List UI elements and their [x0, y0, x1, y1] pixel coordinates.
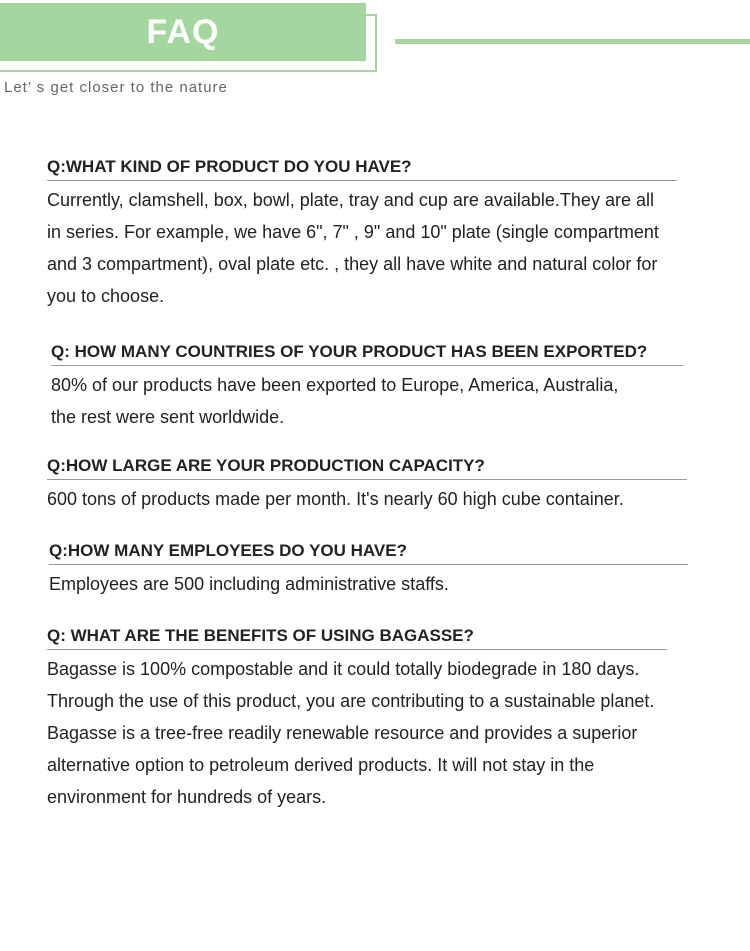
- faq-question: Q: HOW MANY COUNTRIES OF YOUR PRODUCT HAS BEEN EXPORTED?: [51, 342, 683, 366]
- faq-answer: [51, 369, 683, 433]
- answer-line: 80% of our products have been exported to Europe, America, Australia,: [51, 375, 619, 395]
- answer-line: Bagasse is 100% compostable and it could totally biodegrade in 180 days.: [47, 659, 640, 679]
- faq-item: [47, 456, 687, 515]
- answer-line: 600 tons of products made per month. It's nearly 60 high cube container.: [47, 489, 624, 509]
- faq-title-banner: [0, 3, 366, 61]
- answer-line: Through the use of this product, you are contributing to a sustainable planet.: [47, 691, 655, 711]
- faq-item: [51, 342, 683, 433]
- faq-question: Q:HOW LARGE ARE YOUR PRODUCTION CAPACITY?: [47, 456, 687, 480]
- faq-question: Q: WHAT ARE THE BENEFITS OF USING BAGASSE?: [47, 626, 667, 650]
- answer-line: the rest were sent worldwide.: [51, 407, 285, 427]
- answer-line: Currently, clamshell, box, bowl, plate, tray and cup are available.They are all: [47, 190, 654, 210]
- faq-item: [47, 157, 677, 312]
- faq-question: Q:WHAT KIND OF PRODUCT DO YOU HAVE?: [47, 157, 677, 181]
- answer-line: alternative option to petroleum derived products. It will not stay in the: [47, 755, 595, 775]
- faq-answer: [47, 483, 687, 515]
- answer-line: and 3 compartment), oval plate etc. , they all have white and natural color for: [47, 254, 658, 274]
- faq-answer: [49, 568, 688, 600]
- faq-answer: [47, 184, 677, 312]
- answer-line: Employees are 500 including administrative staffs.: [49, 574, 449, 594]
- faq-item: [47, 626, 667, 813]
- answer-line: Bagasse is a tree-free readily renewable resource and provides a superior: [47, 723, 638, 743]
- tagline: Let’ s get closer to the nature: [4, 79, 228, 96]
- answer-line: environment for hundreds of years.: [47, 787, 327, 807]
- faq-item: [49, 541, 688, 600]
- faq-title: FAQ: [146, 12, 220, 51]
- faq-answer: [47, 653, 667, 813]
- answer-line: you to choose.: [47, 286, 165, 306]
- answer-line: in series. For example, we have 6", 7" , 9" and 10" plate (single compartment: [47, 222, 659, 242]
- header-divider: [395, 39, 750, 44]
- faq-question: Q:HOW MANY EMPLOYEES DO YOU HAVE?: [49, 541, 688, 565]
